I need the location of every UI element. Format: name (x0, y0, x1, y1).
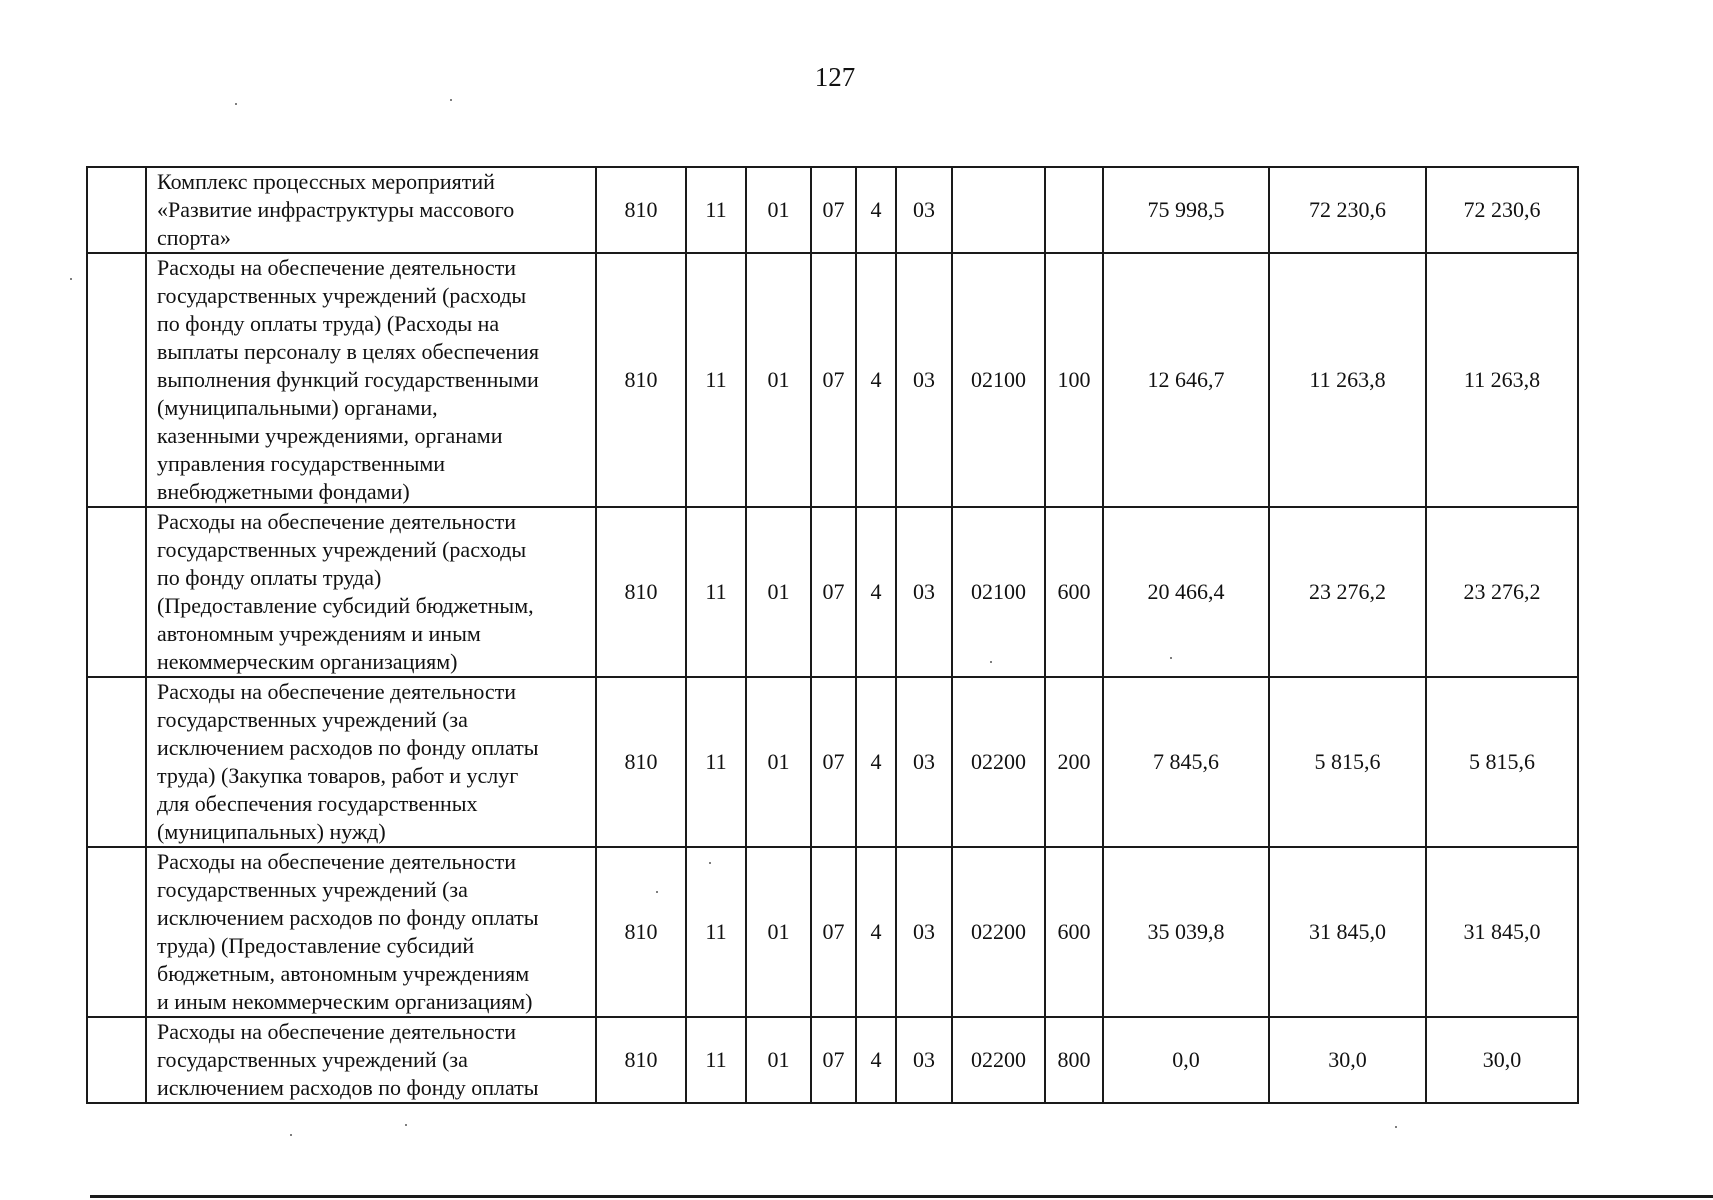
table-row (87, 677, 1578, 847)
structure-element-cell: 03 (896, 677, 952, 847)
description-cell: Расходы на обеспечение деятельности государственных учреждений (расходы по фонду оплаты труда) (Предоставление субсидий бюджетным, автономным учреждениям и иным некоммерческим организациям) (146, 507, 596, 677)
structure-element-cell: 03 (896, 1017, 952, 1103)
description-cell: Расходы на обеспечение деятельности государственных учреждений (за исключением расходов по фонду оплаты (146, 1017, 596, 1103)
amount-year-1-cell: 12 646,7 (1103, 253, 1269, 507)
program-type-cell: 4 (856, 1017, 896, 1103)
number-cell (87, 507, 146, 677)
ministry-code-cell: 810 (596, 507, 686, 677)
subsection-cell: 01 (746, 677, 811, 847)
amount-year-2-cell: 11 263,8 (1269, 253, 1426, 507)
expense-type-cell: 100 (1045, 253, 1103, 507)
expense-type-cell: 200 (1045, 677, 1103, 847)
amount-year-1-cell: 0,0 (1103, 1017, 1269, 1103)
number-cell (87, 253, 146, 507)
amount-year-2-cell: 31 845,0 (1269, 847, 1426, 1017)
program-cell: 07 (811, 847, 856, 1017)
program-cell: 07 (811, 1017, 856, 1103)
program-cell: 07 (811, 677, 856, 847)
amount-year-2-cell: 5 815,6 (1269, 677, 1426, 847)
amount-year-3-cell: 11 263,8 (1426, 253, 1578, 507)
program-type-cell: 4 (856, 167, 896, 253)
subsection-cell: 01 (746, 847, 811, 1017)
amount-year-1-cell: 7 845,6 (1103, 677, 1269, 847)
scan-speck (709, 862, 711, 864)
number-cell (87, 1017, 146, 1103)
ministry-code-cell: 810 (596, 847, 686, 1017)
amount-year-2-cell: 30,0 (1269, 1017, 1426, 1103)
amount-year-3-cell: 72 230,6 (1426, 167, 1578, 253)
description-cell: Расходы на обеспечение деятельности государственных учреждений (за исключением расходов по фонду оплаты труда) (Предоставление субсидий бюджетным, автономным учреждениям и иным некоммерческим организациям) (146, 847, 596, 1017)
table-row (87, 167, 1578, 253)
expense-direction-cell: 02100 (952, 507, 1045, 677)
table-row (87, 253, 1578, 507)
description-cell: Расходы на обеспечение деятельности государственных учреждений (расходы по фонду оплаты труда) (Расходы на выплаты персоналу в целях обеспечения выполнения функций государственными (муниципальными) органами, казенными учреждениями, органами управления государственными внебюджетными фондами) (146, 253, 596, 507)
subsection-cell: 01 (746, 253, 811, 507)
ministry-code-cell: 810 (596, 1017, 686, 1103)
amount-year-1-cell: 20 466,4 (1103, 507, 1269, 677)
number-cell (87, 847, 146, 1017)
table-row (87, 1017, 1578, 1103)
scan-speck (656, 891, 658, 893)
scan-speck (405, 1124, 407, 1126)
expense-type-cell: 600 (1045, 847, 1103, 1017)
table-row (87, 507, 1578, 677)
section-cell: 11 (686, 1017, 746, 1103)
amount-year-3-cell: 5 815,6 (1426, 677, 1578, 847)
page-number: 127 (814, 62, 856, 92)
scan-speck (1395, 1126, 1397, 1128)
ministry-code-cell: 810 (596, 677, 686, 847)
program-type-cell: 4 (856, 847, 896, 1017)
bottom-rule (90, 1195, 1713, 1198)
program-type-cell: 4 (856, 253, 896, 507)
expense-direction-cell (952, 167, 1045, 253)
subsection-cell: 01 (746, 507, 811, 677)
ministry-code-cell: 810 (596, 167, 686, 253)
expense-direction-cell: 02100 (952, 253, 1045, 507)
expense-type-cell: 800 (1045, 1017, 1103, 1103)
ministry-code-cell: 810 (596, 253, 686, 507)
structure-element-cell: 03 (896, 847, 952, 1017)
structure-element-cell: 03 (896, 253, 952, 507)
section-cell: 11 (686, 253, 746, 507)
scan-speck (990, 661, 992, 663)
amount-year-3-cell: 30,0 (1426, 1017, 1578, 1103)
amount-year-1-cell: 35 039,8 (1103, 847, 1269, 1017)
section-cell: 11 (686, 677, 746, 847)
scan-speck (70, 278, 72, 280)
expense-type-cell: 600 (1045, 507, 1103, 677)
program-type-cell: 4 (856, 677, 896, 847)
amount-year-2-cell: 23 276,2 (1269, 507, 1426, 677)
expense-direction-cell: 02200 (952, 847, 1045, 1017)
description-cell: Комплекс процессных мероприятий «Развитие инфраструктуры массового спорта» (146, 167, 596, 253)
program-cell: 07 (811, 507, 856, 677)
number-cell (87, 167, 146, 253)
expense-direction-cell: 02200 (952, 677, 1045, 847)
section-cell: 11 (686, 847, 746, 1017)
program-type-cell: 4 (856, 507, 896, 677)
number-cell (87, 677, 146, 847)
scan-speck (450, 99, 452, 101)
description-cell: Расходы на обеспечение деятельности государственных учреждений (за исключением расходов по фонду оплаты труда) (Закупка товаров, работ и услуг для обеспечения государственных (муниципальных) нужд) (146, 677, 596, 847)
program-cell: 07 (811, 167, 856, 253)
program-cell: 07 (811, 253, 856, 507)
scan-speck (290, 1134, 292, 1136)
subsection-cell: 01 (746, 167, 811, 253)
scan-speck (1170, 657, 1172, 659)
subsection-cell: 01 (746, 1017, 811, 1103)
section-cell: 11 (686, 507, 746, 677)
amount-year-1-cell: 75 998,5 (1103, 167, 1269, 253)
amount-year-3-cell: 23 276,2 (1426, 507, 1578, 677)
structure-element-cell: 03 (896, 167, 952, 253)
amount-year-2-cell: 72 230,6 (1269, 167, 1426, 253)
scan-speck (235, 103, 237, 105)
structure-element-cell: 03 (896, 507, 952, 677)
amount-year-3-cell: 31 845,0 (1426, 847, 1578, 1017)
table-row (87, 847, 1578, 1017)
expense-type-cell (1045, 167, 1103, 253)
budget-table (86, 166, 1579, 1104)
section-cell: 11 (686, 167, 746, 253)
expense-direction-cell: 02200 (952, 1017, 1045, 1103)
